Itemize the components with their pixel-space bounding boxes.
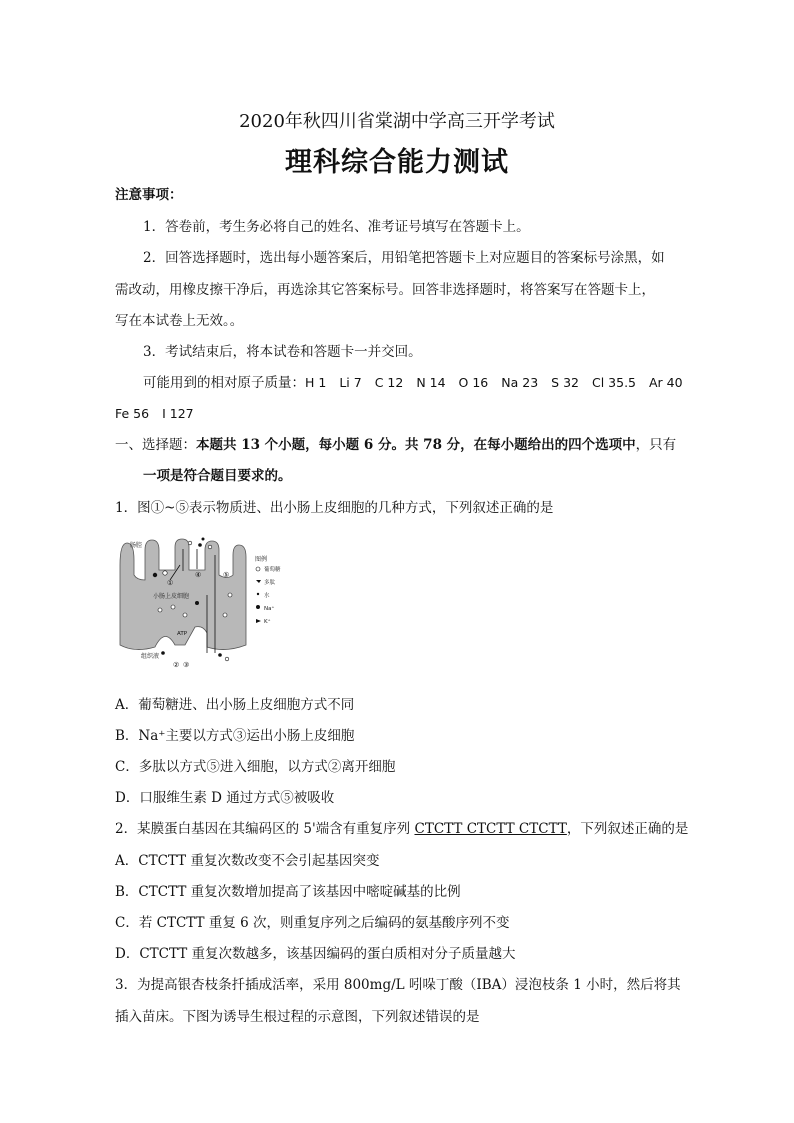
q2-option-a: A．CTCTT 重复次数改变不会引起基因突变 [115, 853, 380, 869]
masses-label: 可能用到的相对原子质量： [143, 375, 305, 391]
section-1-line2: 一项是符合题目要求的。 [143, 468, 292, 484]
mass-s: S 32 [551, 375, 579, 390]
q2-option-c: C．若 CTCTT 重复 6 次，则重复序列之后编码的氨基酸序列不变 [115, 915, 510, 931]
mass-c: C 12 [374, 375, 404, 390]
intestinal-cell-figure [115, 535, 295, 670]
notice-item-2-line2: 需改动，用橡皮擦干净后，再选涂其它答案标号。回答非选择题时，将答案写在答题卡上， [115, 282, 655, 298]
page-subtitle: 理科综合能力测试 [285, 147, 509, 178]
mass-ar: Ar 40 [649, 375, 683, 390]
q2-option-d: D．CTCTT 重复次数越多，该基因编码的蛋白质相对分子质量越大 [115, 946, 516, 962]
label-cell: 小肠上皮细胞 [153, 593, 190, 600]
q1-stem: 1．图①~⑤表示物质进、出小肠上皮细胞的几种方式，下列叙述正确的是 [115, 500, 554, 516]
notice-item-2-line1: 2．回答选择题时，选出每小题答案后，用铅笔把答题卡上对应题目的答案标号涂黑，如 [143, 250, 665, 266]
legend-k: K⁺ [264, 619, 271, 625]
legend-peptide: 多肽 [264, 580, 276, 586]
legend-glucose: 葡萄糖 [264, 567, 281, 573]
q2-option-b: B．CTCTT 重复次数增加提高了该基因中嘧啶碱基的比例 [115, 884, 461, 900]
legend-water: 水 [264, 593, 270, 599]
section-1-line1 [115, 436, 676, 454]
q1-option-d: D．口服维生素 D 通过方式⑤被吸收 [115, 790, 335, 806]
num-2: ② [173, 661, 180, 669]
atomic-masses-line2 [115, 405, 207, 423]
mass-n: N 14 [416, 375, 446, 390]
num-3: ③ [183, 661, 190, 669]
mass-i: I 127 [162, 406, 194, 421]
section-1-tail: ，只有 [635, 437, 677, 453]
mass-cl: Cl 35.5 [591, 375, 636, 390]
section-1-prefix: 一、选择题： [115, 437, 196, 453]
num-5: ⑤ [223, 571, 230, 579]
mass-li: Li 7 [339, 375, 362, 390]
q1-option-b: B．Na⁺主要以方式③运出小肠上皮细胞 [115, 728, 355, 744]
section-1-rule: 本题共 13 个小题，每小题 6 分。共 78 分，在每小题给出的四个选项中 [196, 437, 636, 453]
label-atp: ATP [177, 631, 188, 637]
notice-heading: 注意事项： [115, 187, 183, 203]
mass-o: O 16 [458, 375, 489, 390]
label-tissue: 组织液 [141, 653, 160, 660]
notice-item-2-line3: 写在本试卷上无效。。 [115, 313, 244, 329]
q3-stem-line2: 插入苗床。下图为诱导生根过程的示意图，下列叙述错误的是 [115, 1009, 480, 1025]
page-title: 2020年秋四川省棠湖中学高三开学考试 [239, 111, 555, 132]
legend-na: Na⁺ [264, 606, 275, 612]
atomic-masses [143, 374, 696, 392]
legend-title: 图例 [255, 556, 268, 563]
label-lumen: 肠腔 [130, 542, 143, 549]
mass-fe: Fe 56 [115, 406, 150, 421]
q2-stem-start: 2．某膜蛋白基因在其编码区的 5'端含有重复序列 [115, 821, 415, 837]
num-1: ① [167, 579, 174, 587]
q1-option-a: A．葡萄糖进、出小肠上皮细胞方式不同 [115, 697, 355, 713]
q2-sequence: CTCTT CTCTT CTCTT [414, 821, 567, 837]
q1-option-c: C．多肽以方式⑤进入细胞，以方式②离开细胞 [115, 759, 396, 775]
mass-na: Na 23 [501, 375, 539, 390]
q3-stem-line1: 3．为提高银杏枝条扦插成活率，采用 800mg/L 吲哚丁酸（IBA）浸泡枝条 1 小时，然后将其 [115, 977, 681, 993]
notice-item-3: 3．考试结束后，将本试卷和答题卡一并交回。 [143, 344, 422, 360]
q2-stem [115, 820, 688, 838]
num-4: ④ [195, 571, 202, 579]
mass-h: H 1 [305, 375, 327, 390]
notice-item-1: 1．答卷前，考生务必将自己的姓名、准考证号填写在答题卡上。 [143, 219, 530, 235]
q2-stem-end: ，下列叙述正确的是 [566, 821, 689, 837]
